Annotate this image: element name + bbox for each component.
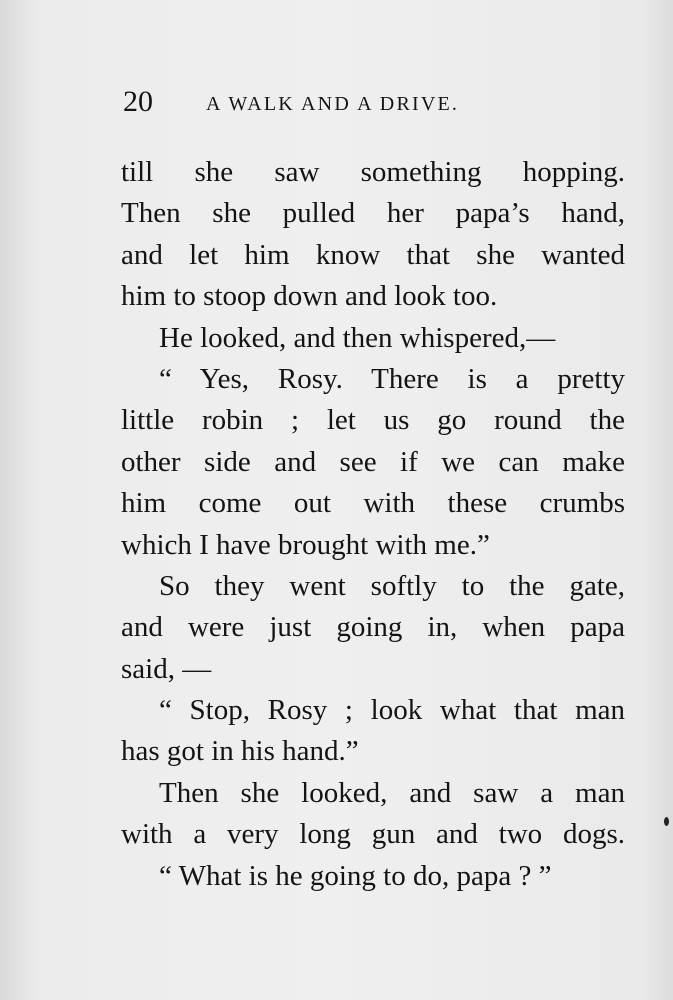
- text-line: So they went softly to the gate,: [159, 569, 625, 602]
- page-header: [123, 82, 553, 122]
- text-line: said, —: [121, 652, 212, 685]
- text-line: He looked, and then whispered,—: [159, 321, 556, 354]
- body-text: [121, 152, 625, 897]
- text-line: him come out with these crumbs: [121, 487, 625, 520]
- text-line: “ What is he going to do, papa ? ”: [159, 859, 552, 892]
- text-line: Then she pulled her papa’s hand,: [121, 197, 625, 230]
- text-line: till she saw something hopping.: [121, 156, 625, 188]
- text-line: “ Stop, Rosy ; look what that man: [159, 694, 625, 727]
- page-number: 20: [123, 85, 153, 118]
- text-line: him to stoop down and look too.: [121, 280, 498, 313]
- text-line: which I have brought with me.”: [121, 528, 490, 561]
- text-line: has got in his hand.”: [121, 735, 359, 768]
- text-line: little robin ; let us go round the: [121, 404, 625, 437]
- running-title: A WALK AND A DRIVE.: [206, 93, 460, 115]
- text-line: “ Yes, Rosy. There is a pretty: [159, 362, 625, 395]
- text-line: and let him know that she wanted: [121, 238, 625, 271]
- text-line: Then she looked, and saw a man: [159, 776, 625, 809]
- ink-speck: [664, 817, 669, 826]
- text-line: with a very long gun and two dogs.: [121, 818, 625, 851]
- text-line: and were just going in, when papa: [121, 611, 625, 644]
- text-line: other side and see if we can make: [121, 445, 625, 478]
